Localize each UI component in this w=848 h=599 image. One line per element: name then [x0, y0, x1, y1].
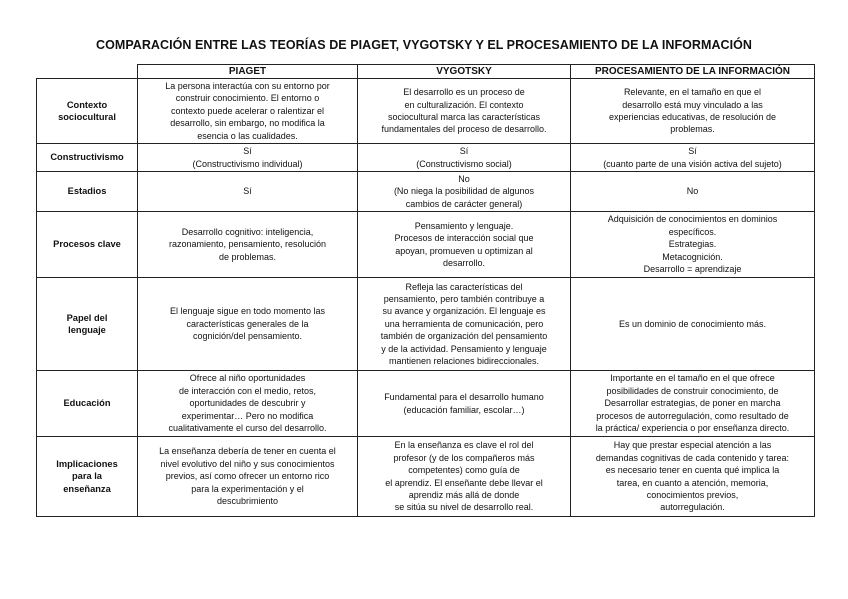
- row-label: Educación: [63, 398, 111, 409]
- row-header-constructivismo: [37, 144, 138, 172]
- row-header-implicaciones: [37, 437, 138, 517]
- cell-text: La persona interactúa con su entorno por construir conocimiento. El entorno o contexto puede acelerar o ralentizar el desarrollo, sin embargo, no modifica la esencia o las cualidades.: [165, 80, 330, 141]
- cell-vygotsky: [358, 212, 571, 278]
- cell-text: En la enseñanza es clave el rol del profesor (y de los compañeros más competentes) como guía de el aprendiz. El enseñante debe llevar el aprendiz más allá de donde se sitúa su nivel de desarrollo real.: [385, 440, 543, 513]
- row-label: Implicaciones para la enseñanza: [56, 458, 118, 494]
- cell-text: Es un dominio de conocimiento más.: [618, 318, 767, 329]
- cell-piaget: [138, 212, 358, 278]
- cell-vygotsky: [358, 172, 571, 212]
- row-header-contexto: [37, 79, 138, 144]
- row-header-lenguaje: [37, 278, 138, 371]
- table-row-lenguaje: [37, 278, 815, 371]
- table-header-row: [37, 65, 815, 79]
- header-corner-cell: [37, 65, 138, 79]
- cell-procesamiento: [571, 172, 815, 212]
- cell-text: Hay que prestar especial atención a las demandas cognitivas de cada contenido y tarea: es necesario tener en cuenta qué implica la tarea, en cuanto a atención, memoria, conocimientos previos, autorregulación.: [595, 440, 790, 513]
- cell-text: El desarrollo es un proceso de en culturalización. El contexto sociocultural marca las características fundamentales del proceso de desarrollo.: [381, 87, 547, 135]
- cell-text: Sí (cuanto parte de una visión activa del sujeto): [603, 146, 782, 169]
- cell-procesamiento: [571, 371, 815, 437]
- page-title: COMPARACIÓN ENTRE LAS TEORÍAS DE PIAGET, VYGOTSKY Y EL PROCESAMIENTO DE LA INFORMACIÓN: [96, 38, 752, 52]
- cell-text: Adquisición de conocimientos en dominios específicos. Estrategias. Metacognición. Desarrollo = aprendizaje: [607, 214, 778, 275]
- cell-text: Ofrece al niño oportunidades de interacción con el medio, retos, oportunidades de descubrir y experimentar… Pero no modifica cualitativamente el curso del desarrollo.: [168, 373, 327, 434]
- table-row-contexto: [37, 79, 815, 144]
- cell-text: El lenguaje sigue en todo momento las características generales de la cognición/del pensamiento.: [169, 306, 326, 342]
- cell-vygotsky: [358, 79, 571, 144]
- column-header-vygotsky: VYGOTSKY: [358, 65, 571, 79]
- cell-procesamiento: [571, 278, 815, 371]
- row-label: Estadios: [67, 186, 107, 197]
- cell-procesamiento: [571, 212, 815, 278]
- cell-vygotsky: [358, 278, 571, 371]
- cell-piaget: [138, 278, 358, 371]
- row-label: Procesos clave: [53, 239, 121, 250]
- row-label: Constructivismo: [50, 152, 124, 163]
- cell-text: La enseñanza debería de tener en cuenta el nivel evolutivo del niño y sus conocimientos previos, así como ofrecer un entorno rico para la experimentación y el descubrimiento: [159, 446, 336, 507]
- cell-text: Sí (Constructivismo social): [416, 146, 512, 169]
- row-header-educacion: [37, 371, 138, 437]
- cell-piaget: [138, 371, 358, 437]
- row-header-procesos: [37, 212, 138, 278]
- cell-piaget: [138, 437, 358, 517]
- cell-text: Importante en el tamaño en el que ofrece posibilidades de construir conocimiento, de Desarrollar estrategias, de poner en marcha procesos de autorregulación, como resultado de la práctica/ experiencia o por enseñanza directo.: [595, 373, 790, 434]
- cell-text: Relevante, en el tamaño en que el desarrollo está muy vinculado a las experiencias educativas, de resolución de problemas.: [608, 87, 777, 135]
- cell-text: Sí (Constructivismo individual): [192, 146, 303, 169]
- row-header-estadios: [37, 172, 138, 212]
- column-header-piaget: PIAGET: [138, 65, 358, 79]
- row-label: Papel del lenguaje: [66, 312, 108, 335]
- cell-piaget: [138, 172, 358, 212]
- cell-text: No (No niega la posibilidad de algunos cambios de carácter general): [393, 173, 535, 209]
- cell-vygotsky: [358, 437, 571, 517]
- cell-text: Pensamiento y lenguaje. Procesos de interacción social que apoyan, promueven u optimizan al desarrollo.: [394, 220, 534, 268]
- table-row-implicaciones: [37, 437, 815, 517]
- row-label: Contexto sociocultural: [58, 99, 116, 122]
- table-row-procesos: [37, 212, 815, 278]
- cell-text: Fundamental para el desarrollo humano (educación familiar, escolar…): [384, 392, 544, 415]
- cell-text: Refleja las características del pensamiento, pero también contribuye a su avance y organización. El lenguaje es una herramienta de comunicación, pero también de organización del pensamiento y de la actividad. Pensamiento y lenguaje mantienen relaciones bidireccionales.: [380, 281, 548, 367]
- cell-text: Desarrollo cognitivo: inteligencia, razonamiento, pensamiento, resolución de problemas.: [168, 226, 327, 262]
- cell-vygotsky: [358, 144, 571, 172]
- cell-text: Sí: [243, 186, 252, 197]
- table-row-estadios: [37, 172, 815, 212]
- table-row-educacion: [37, 371, 815, 437]
- table-row-constructivismo: [37, 144, 815, 172]
- column-header-procesamiento: PROCESAMIENTO DE LA INFORMACIÓN: [571, 65, 815, 79]
- cell-vygotsky: [358, 371, 571, 437]
- cell-procesamiento: [571, 144, 815, 172]
- cell-procesamiento: [571, 437, 815, 517]
- comparison-table: [36, 64, 815, 517]
- cell-procesamiento: [571, 79, 815, 144]
- cell-piaget: [138, 144, 358, 172]
- cell-text: No: [686, 186, 699, 197]
- cell-piaget: [138, 79, 358, 144]
